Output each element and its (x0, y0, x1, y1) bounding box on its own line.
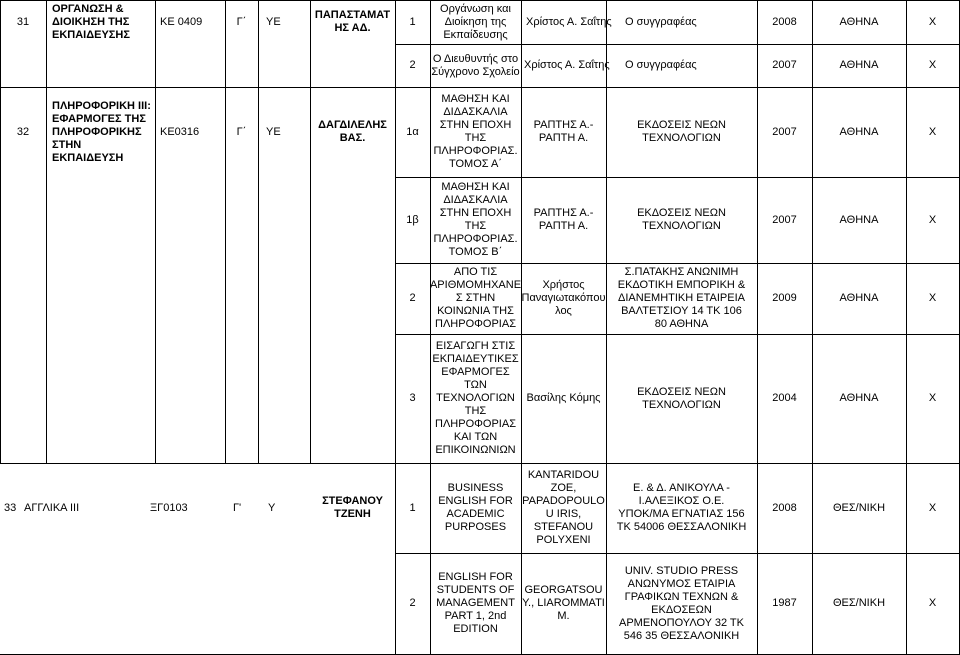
cell-mark: Χ (928, 59, 937, 71)
cell-course-title: ΟΡΓΑΝΩΣΗ & ΔΙΟΙΚΗΣΗ ΤΗΣ ΕΚΠΑΙΔΕΥΣΗΣ (52, 2, 130, 41)
cell-type: ΥΕ (266, 125, 281, 138)
cell-book-title: ΕΙΣΑΓΩΓΗ ΣΤΙΣ ΕΚΠΑΙΔΕΥΤΙΚΕΣ ΕΦΑΡΜΟΓΕΣ ΤΩΝ ΤΕΧΝΟΛΟΓΙΩΝ ΤΗΣ ΠΛΗΡΟΦΟΡΙΑΣ ΚΑΙ ΤΩΝ ΕΠΙΚΟΙΝΩΝΙΩΝ (432, 340, 519, 456)
cell-year: 2009 (772, 292, 797, 304)
cell-code: ΚΕ 0409 (160, 15, 203, 28)
cell-author: Χρίστος Α. Σαΐτης (524, 59, 610, 71)
cell-publisher: Ο συγγραφέας (625, 59, 697, 71)
cell-mark: Χ (928, 501, 937, 514)
cell-book-no: 1β (406, 213, 419, 226)
cell-semester: Γ' (233, 501, 242, 514)
cell-book-no: 3 (409, 392, 416, 404)
cell-code: ΚΕ0316 (160, 125, 200, 138)
cell-type: Υ (268, 501, 276, 514)
cell-book-no: 2 (409, 597, 416, 609)
grid-line (0, 0, 1, 463)
cell-author: KANTARIDOU ZOE, PAPADOPOULO U IRIS, STEFANOU POLYXENI (522, 469, 605, 546)
cell-course-title: ΠΛΗΡΟΦΟΡΙΚΗ ΙΙΙ: ΕΦΑΡΜΟΓΕΣ ΤΗΣ ΠΛΗΡΟΦΟΡΙΚΗΣ ΣΤΗΝ ΕΚΠΑΙΔΕΥΣΗ (52, 99, 151, 164)
cell-publisher: UNIV. STUDIO PRESS ΑΝΩΝΥΜΟΣ ΕΤΑΙΡΙΑ ΓΡΑΦΙΚΩΝ ΤΕΧΝΩΝ & ΕΚΔΟΣΕΩΝ ΑΡΜΕΝΟΠΟΥΛΟΥ 32 ΤΚ 546 35 ΘΕΣΣΑΛΟΝΙΚΗ (618, 564, 744, 642)
cell-professor: ΠΑΠΑΣΤΑΜΑΤ ΗΣ ΑΔ. (314, 9, 391, 34)
cell-author: Χρήστος Παναγιωτακόπου λος (521, 279, 606, 317)
cell-course-title: ΑΓΓΛΙΚΑ ΙΙΙ (24, 501, 80, 514)
cell-book-no: 1 (409, 501, 416, 514)
cell-book-title: ΜΑΘΗΣΗ ΚΑΙ ΔΙΔΑΣΚΑΛΙΑ ΣΤΗΝ ΕΠΟΧΗ ΤΗΣ ΠΛΗΡΟΦΟΡΙΑΣ. ΤΟΜΟΣ Β΄ (433, 181, 518, 258)
cell-author: Βασίλης Κόμης (526, 392, 601, 404)
cell-mark: Χ (928, 125, 937, 138)
cell-book-title: ΑΠΟ ΤΙΣ ΑΡΙΘΜΟΜΗΧΑΝΕ Σ ΣΤΗΝ ΚΟΙΝΩΝΙΑ ΤΗΣ ΠΛΗΡΟΦΟΡΙΑΣ (429, 266, 522, 330)
grid-line (46, 0, 47, 463)
cell-publisher: Ο συγγραφέας (625, 15, 697, 28)
cell-semester: Γ΄ (236, 125, 247, 138)
cell-year: 2007 (772, 213, 797, 226)
cell-code: ΞΓ0103 (150, 501, 188, 514)
cell-aa: 31 (16, 15, 30, 28)
cell-city: ΘΕΣ/ΝΙΚΗ (832, 501, 886, 514)
cell-city: ΑΘΗΝΑ (839, 392, 879, 404)
grid-line (225, 0, 226, 463)
cell-mark: Χ (928, 292, 937, 304)
cell-year: 2008 (772, 501, 797, 514)
cell-publisher: ΕΚΔΟΣΕΙΣ ΝΕΩΝ ΤΕΧΝΟΛΟΓΙΩΝ (637, 207, 726, 232)
cell-book-title: BUSINESS ENGLISH FOR ACADEMIC PURPOSES (438, 482, 513, 533)
cell-publisher: Σ.ΠΑΤΑΚΗΣ ΑΝΩΝΙΜΗ ΕΚΔΟΤΙΚΗ ΕΜΠΟΡΙΚΗ & ΔΙΑΝΕΜΗΤΙΚΗ ΕΤΑΙΡΕΙΑ ΒΑΛΤΕΤΣΙΟΥ 14 ΤΚ 106 80 ΑΘΗΝΑ (617, 266, 746, 330)
cell-aa: 33 (4, 501, 17, 514)
cell-publisher: ΕΚΔΟΣΕΙΣ ΝΕΩΝ ΤΕΧΝΟΛΟΓΙΩΝ (637, 385, 726, 411)
cell-year: 2008 (772, 15, 797, 28)
cell-city: ΘΕΣ/ΝΙΚΗ (832, 597, 886, 609)
cell-book-no: 2 (409, 292, 416, 304)
cell-author: ΡΑΠΤΗΣ Α.- ΡΑΠΤΗ Α. (533, 119, 594, 144)
cell-aa: 32 (16, 125, 30, 138)
cell-city: ΑΘΗΝΑ (839, 15, 879, 28)
cell-publisher: ΕΚΔΟΣΕΙΣ ΝΕΩΝ ΤΕΧΝΟΛΟΓΙΩΝ (637, 119, 726, 144)
cell-book-no: 1α (406, 125, 419, 138)
grid-line (258, 0, 259, 463)
cell-year: 2007 (772, 59, 797, 71)
cell-semester: Γ΄ (236, 15, 247, 28)
cell-year: 2007 (772, 125, 797, 138)
grid-line (310, 0, 311, 463)
cell-professor: ΣΤΕΦΑΝΟΥ ΤΖΕΝΗ (322, 495, 383, 520)
cell-book-title: Οργάνωση και Διοίκηση της Εκπαίδευσης (440, 2, 511, 41)
cell-book-no: 1 (409, 15, 416, 28)
cell-city: ΑΘΗΝΑ (839, 292, 879, 304)
cell-type: ΥΕ (266, 15, 281, 28)
cell-year: 1987 (772, 597, 797, 609)
cell-mark: Χ (928, 15, 937, 28)
grid-line (155, 0, 156, 463)
cell-year: 2004 (772, 392, 797, 404)
cell-city: ΑΘΗΝΑ (839, 213, 879, 226)
cell-mark: Χ (928, 213, 937, 226)
cell-book-title: Ο Διευθυντής στο Σύγχρονο Σχολείο (431, 52, 520, 78)
cell-author: ΡΑΠΤΗΣ Α.- ΡΑΠΤΗ Α. (533, 207, 594, 232)
cell-book-no: 2 (409, 59, 416, 71)
cell-mark: Χ (928, 597, 937, 609)
cell-city: ΑΘΗΝΑ (839, 125, 879, 138)
cell-mark: Χ (928, 392, 937, 404)
cell-book-title: ΜΑΘΗΣΗ ΚΑΙ ΔΙΔΑΣΚΑΛΙΑ ΣΤΗΝ ΕΠΟΧΗ ΤΗΣ ΠΛΗΡΟΦΟΡΙΑΣ. ΤΟΜΟΣ Α΄ (433, 93, 518, 170)
cell-publisher: Ε. & Δ. ΑΝΙΚΟΥΛΑ - Ι.ΑΛΕΞΙΚΟΣ Ο.Ε. ΥΠΟΚ/ΜΑ ΕΓΝΑΤΙΑΣ 156 ΤΚ 54006 ΘΕΣΣΑΛΟΝΙΚΗ (616, 482, 747, 533)
cell-author: GEORGATSOU Y., LIAROMMATI M. (522, 584, 605, 622)
cell-city: ΑΘΗΝΑ (839, 59, 879, 71)
cell-professor: ΔΑΓΔΙΛΕΛΗΣ ΒΑΣ. (318, 119, 387, 144)
cell-author: Χρίστος Α. Σαΐτης (526, 15, 612, 28)
cell-book-title: ENGLISH FOR STUDENTS OF MANAGEMENT PART 1, 2nd EDITION (436, 571, 515, 635)
